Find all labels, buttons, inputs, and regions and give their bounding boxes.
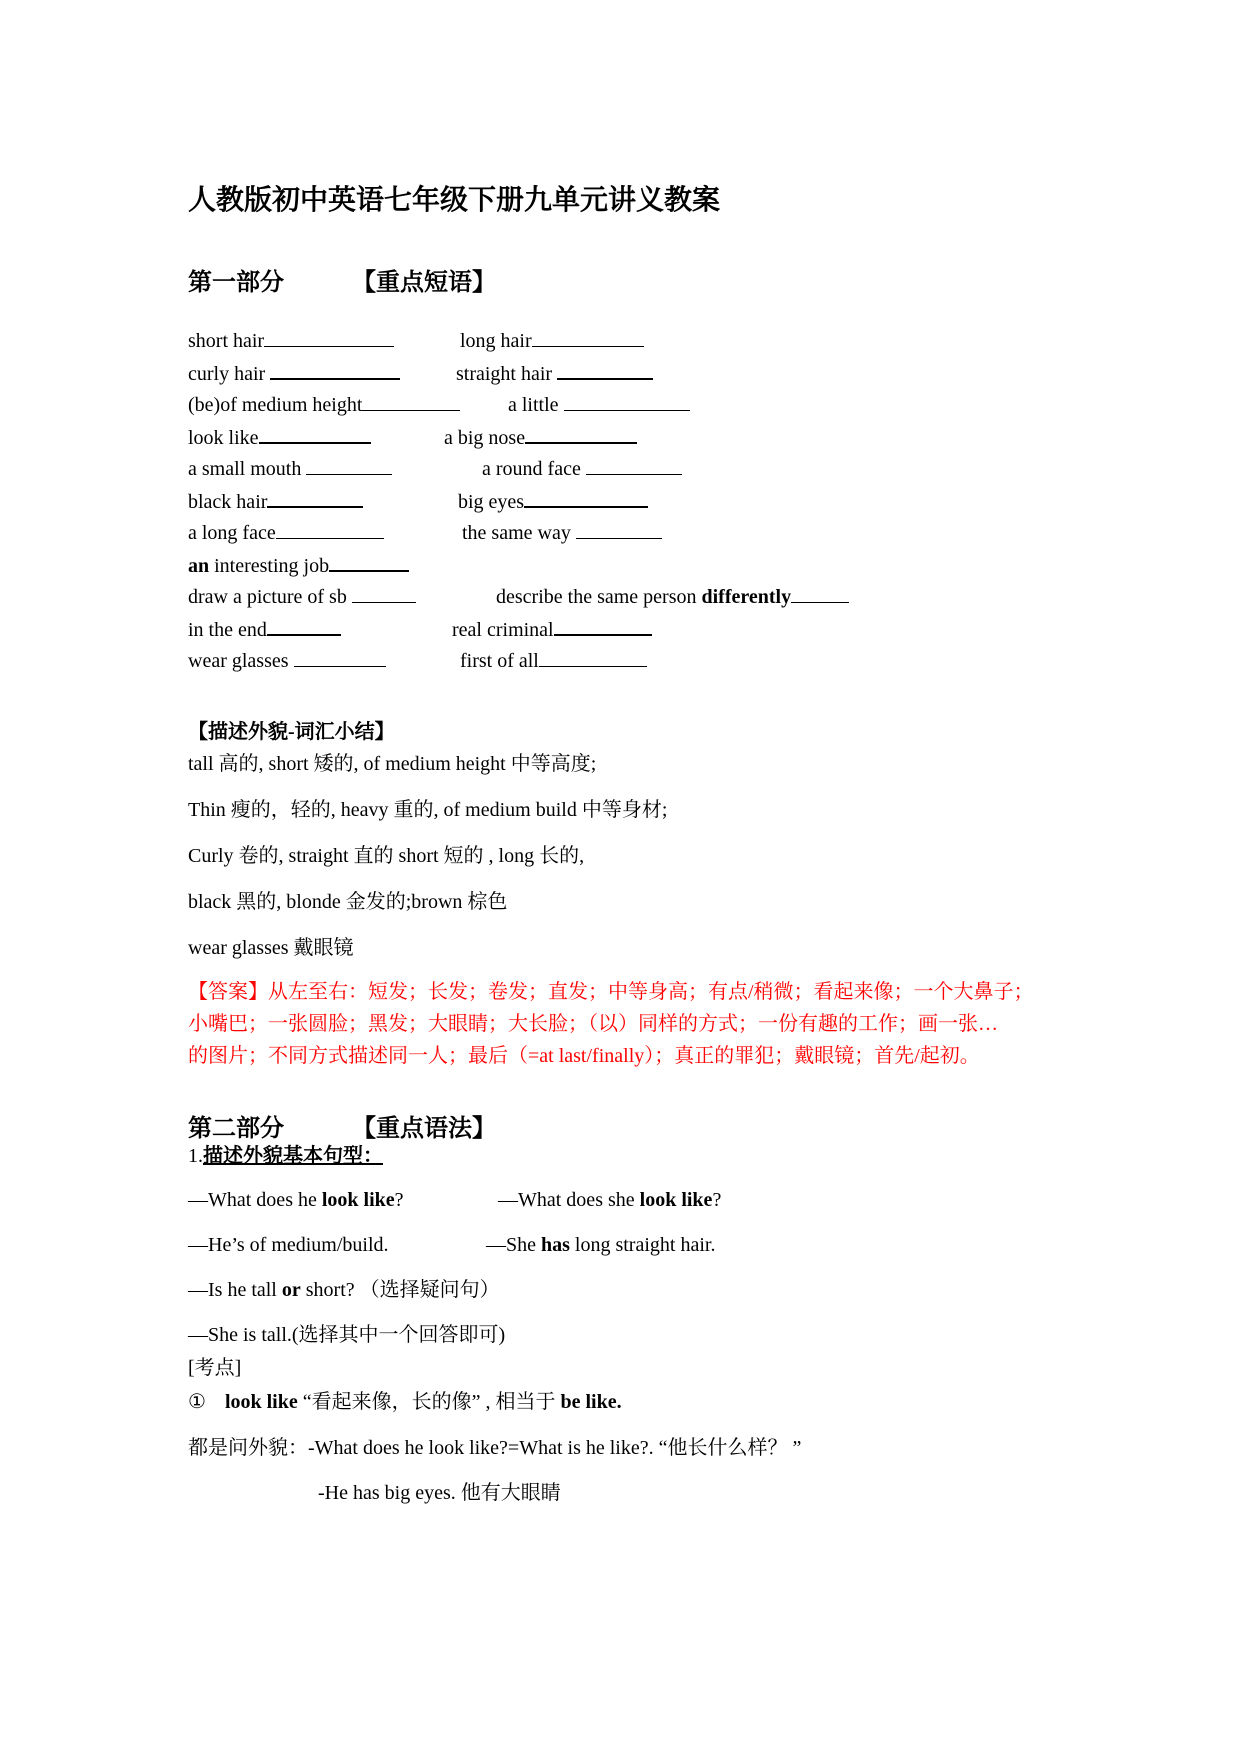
phrase-text: draw a picture of sb: [188, 586, 352, 608]
answer-blank: [306, 456, 392, 475]
example-text: ?: [394, 1189, 404, 1211]
phrase-text: a big nose: [444, 427, 526, 449]
kaodian-line: 都是问外貌：-What does he look like?=What is he like?. “他长什么样？ ”: [188, 1437, 802, 1459]
phrase-text: wear glasses: [188, 650, 294, 672]
phrase-text: a small mouth: [188, 458, 307, 480]
kaodian-label: [考点]: [188, 1357, 242, 1379]
example-bold: or: [281, 1279, 301, 1301]
part2-tag: 【重点语法】: [352, 1116, 496, 1142]
kaodian-item: [188, 1390, 622, 1414]
example-text: —What does he: [188, 1189, 322, 1211]
phrase-text: the same way: [462, 522, 576, 544]
part1-heading: [188, 262, 496, 297]
phrase-text: in the end: [188, 619, 267, 641]
phrase-text: short hair: [188, 330, 265, 352]
answer-line: 的图片；不同方式描述同一人；最后（=at last/finally）；真正的罪犯；戴眼镜；首先/起初。: [188, 1045, 980, 1067]
part2-label: 第二部分: [188, 1116, 284, 1142]
answer-blank: [294, 648, 386, 667]
part2-heading: [188, 1108, 496, 1143]
phrase-row: [188, 424, 526, 450]
answer-blank: [576, 520, 662, 539]
answer-blank: [586, 456, 682, 475]
answer-blank: [270, 360, 400, 380]
point-number: 1.: [188, 1145, 203, 1167]
kaodian-line: -He has big eyes. 他有大眼睛: [318, 1482, 561, 1504]
phrase-text: interesting job: [209, 555, 330, 577]
phrase-row: [188, 392, 564, 417]
phrase-text: curly hair: [188, 363, 271, 385]
answer-blank: [532, 328, 644, 347]
phrase-row: [188, 456, 586, 481]
document-title: 人教版初中英语七年级下册九单元讲义教案: [188, 185, 721, 216]
phrase-text: a little: [508, 394, 564, 416]
answer-blank: [329, 552, 409, 572]
phrase-text: long hair: [460, 330, 532, 352]
phrase-row: [188, 488, 525, 514]
phrase-row: [188, 360, 558, 386]
answer-blank: [554, 616, 652, 636]
phrase-text: look like: [188, 427, 259, 449]
example-text: ?: [712, 1189, 722, 1211]
answer-line: 小嘴巴；一张圆脸；黑发；大眼睛；大长脸；（以）同样的方式；一份有趣的工作；画一张…: [188, 1013, 998, 1035]
example-row: [188, 1278, 500, 1302]
answer-blank: [276, 520, 384, 539]
phrase-text: (be)of medium height: [188, 394, 363, 416]
part1-tag: 【重点短语】: [352, 270, 496, 296]
example-row: [188, 1188, 722, 1212]
example-row: —She is tall.(选择其中一个回答即可): [188, 1324, 506, 1346]
example-row: [188, 1233, 716, 1257]
example-text: —She: [486, 1234, 541, 1256]
item-number: ①: [188, 1391, 206, 1413]
answer-blank: [267, 616, 341, 636]
vocab-heading: 【描述外貌-词汇小结】: [188, 721, 395, 743]
phrase-text: straight hair: [456, 363, 558, 385]
point-title: 描述外貌基本句型：: [203, 1145, 383, 1167]
phrase-row: [188, 616, 554, 642]
answer-blank: [352, 584, 416, 603]
example-text: —What does she: [498, 1189, 640, 1211]
example-text: —Is he tall: [188, 1279, 282, 1301]
example-bold: be like.: [560, 1391, 622, 1413]
vocab-line: black 黑的, blonde 金发的;brown 棕色: [188, 891, 508, 913]
phrase-text: a long face: [188, 522, 276, 544]
phrase-row: [188, 648, 539, 673]
example-bold: has: [541, 1234, 570, 1256]
example-text: short? （选择疑问句）: [300, 1279, 500, 1301]
phrase-row: [188, 520, 576, 545]
grammar-point-title: [188, 1144, 383, 1168]
answer-blank: [264, 328, 394, 347]
answer-blank: [791, 584, 849, 603]
example-bold: look like: [321, 1189, 395, 1211]
part1-label: 第一部分: [188, 270, 284, 296]
vocab-line: Thin 瘦的，轻的, heavy 重的, of medium build 中等身材;: [188, 799, 668, 821]
vocab-line: wear glasses 戴眼镜: [188, 937, 354, 959]
phrase-text: black hair: [188, 491, 268, 513]
phrase-text: big eyes: [458, 491, 525, 513]
example-text: “看起来像，长的像” , 相当于: [297, 1391, 561, 1413]
answer-blank: [524, 488, 648, 508]
vocab-line: tall 高的, short 矮的, of medium height 中等高度;: [188, 753, 597, 775]
answer-blank: [557, 360, 653, 380]
example-text: long straight hair.: [569, 1234, 716, 1256]
example-bold: look like: [639, 1189, 713, 1211]
answer-blank: [525, 424, 637, 444]
answer-blank: [539, 648, 647, 667]
example-text: —He’s of medium/build.: [188, 1234, 389, 1256]
example-bold: look like: [224, 1391, 298, 1413]
phrase-row: [188, 584, 792, 609]
answer-blank: [564, 392, 690, 411]
phrase-row: [188, 328, 532, 353]
answer-blank: [259, 424, 371, 444]
phrase-text: first of all: [460, 650, 539, 672]
phrase-text: real criminal: [452, 619, 554, 641]
answer-blank: [267, 488, 363, 508]
vocab-line: Curly 卷的, straight 直的 short 短的 , long 长的,: [188, 845, 585, 867]
phrase-text: describe the same person: [496, 586, 702, 608]
answer-blank: [362, 392, 460, 411]
phrase-row: [188, 552, 409, 578]
answer-line: 【答案】从左至右：短发；长发；卷发；直发；中等身高；有点/稍微；看起来像；一个大鼻子；: [188, 981, 1034, 1003]
phrase-text-bold: differently: [701, 586, 792, 608]
phrase-text-bold: an: [188, 555, 210, 577]
phrase-text: a round face: [482, 458, 586, 480]
